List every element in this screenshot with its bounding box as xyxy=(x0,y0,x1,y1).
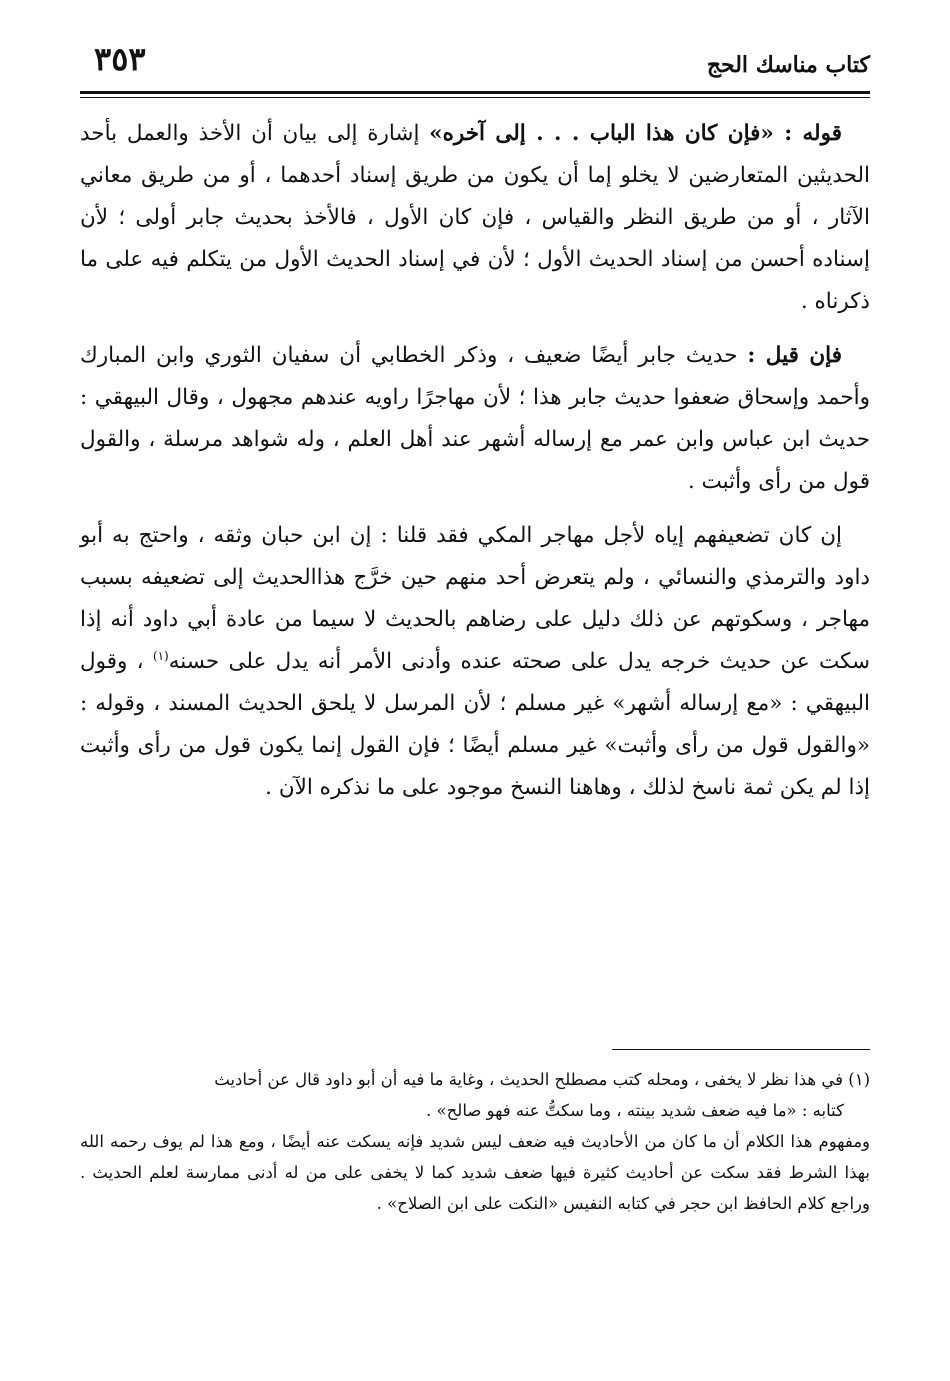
running-title: كتاب مناسك الحج xyxy=(706,52,870,78)
paragraph-2-text: حديث جابر أيضًا ضعيف ، وذكر الخطابي أن سفيان الثوري وابن المبارك وأحمد وإسحاق ضعفوا حديث جابر هذا ؛ لأن مهاجرًا راويه عندهم مجهول ، وقال البيهقي : حديث ابن عباس وابن عمر مع إرساله أشهر عند أهل العلم ، وله شواهد مرسلة ، والقول قول من رأى وأثبت . xyxy=(80,343,870,494)
footnote-line-2: كتابه : «ما فيه ضعف شديد بينته ، وما سكتُّ عنه فهو صالح» . xyxy=(426,1101,844,1120)
footnote-separator xyxy=(612,1049,870,1050)
paragraph-3-text-after-ref: ، وقول البيهقي : «مع إرساله أشهر» غير مسلم ؛ لأن المرسل لا يلحق الحديث المسند ، وقوله : «والقول قول من رأى وأثبت» غير مسلم أيضًا ؛ فإن القول إنما يكون قول من رأى وأثبت إذا لم يكن ثمة ناسخ لذلك ، وهاهنا النسخ موجود على ما نذكره الآن . xyxy=(80,649,870,800)
footnote-line-1: (١) في هذا نظر لا يخفى ، ومحله كتب مصطلح الحديث ، وغاية ما فيه أن أبو داود قال عن أحاديث xyxy=(214,1070,870,1089)
paragraph-3 xyxy=(80,515,870,809)
footnote-line-3: ومفهوم هذا الكلام أن ما كان من الأحاديث فيه ضعف ليس شديد فإنه يسكت عنه أيضًا ، ومع هذا لم يوف رحمه الله بهذا الشرط فقد سكت عن أحاديث كثيرة فيها ضعف شديد كما لا يخفى على من له أدنى ممارسة لعلم الحديث . وراجع كلام الحافظ ابن حجر في كتابه النفيس «النكت على ابن الصلاح» . xyxy=(80,1132,870,1213)
header-rule-thin xyxy=(80,97,870,98)
paragraph-1 xyxy=(80,113,870,323)
paragraph-3-text-before-ref: إن كان تضعيفهم إياه لأجل مهاجر المكي فقد قلنا : إن ابن حبان وثقه ، واحتج به أبو داود والترمذي والنسائي ، ولم يتعرض أحد منهم حين خرَّج هذاالحديث إلى تضعيفه بسبب مهاجر ، وسكوتهم عن ذلك دليل على رضاهم بالحديث لا سيما من عادة أبي داود أنه إذا سكت عن حديث خرجه يدل على صحته عنده وأدنى الأمر أنه يدل على حسنه xyxy=(80,523,870,674)
paragraph-2 xyxy=(80,335,870,503)
paragraph-1-lead: قوله : «فإن كان هذا الباب . . . إلى آخره» xyxy=(429,121,842,146)
paragraph-1-text: إشارة إلى بيان أن الأخذ والعمل بأحد الحديثين المتعارضين لا يخلو إما أن يكون من طريق إسناد أحدهما ، أو من طريق معاني الآثار ، أو من طريق النظر والقياس ، فإن كان الأول ، فالأخذ بحديث جابر أولى ؛ لأن إسناده أحسن من إسناد الحديث الأول ؛ لأن في إسناد الحديث الأول من يتكلم فيه على ما ذكرناه . xyxy=(80,121,870,314)
main-text xyxy=(80,113,870,821)
paragraph-2-lead: فإن قيل : xyxy=(747,343,842,368)
page-number: ٣٥٣ xyxy=(94,40,146,78)
footnote-reference[interactable]: (١) xyxy=(152,648,169,663)
footnotes xyxy=(80,1064,870,1219)
page-header xyxy=(80,38,870,88)
header-rule xyxy=(80,91,870,94)
